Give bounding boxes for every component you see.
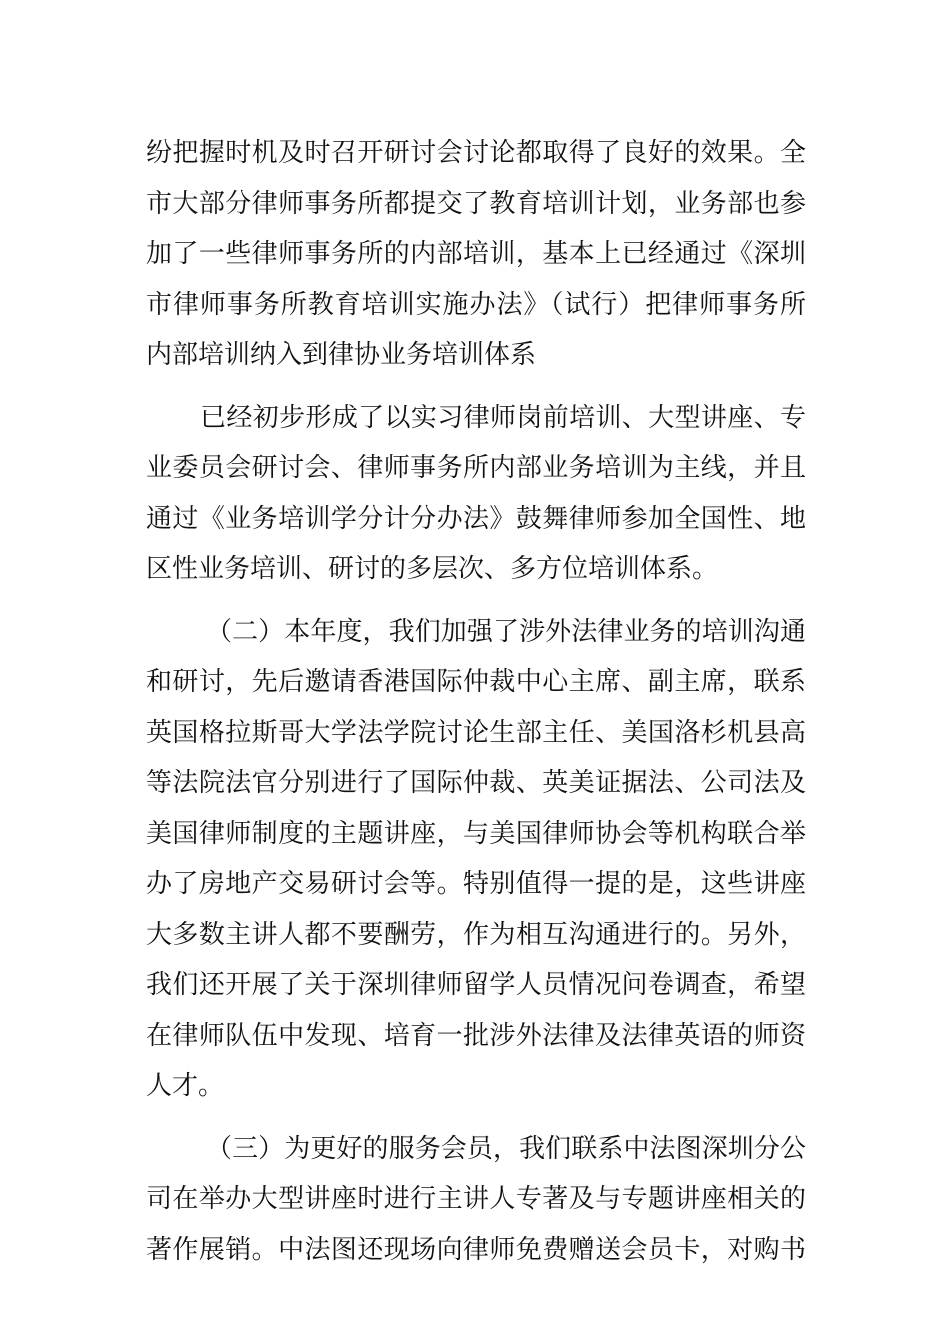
text-line: 著作展销。中法图还现场向律师免费赠送会员卡，对购书	[146, 1234, 806, 1265]
paragraph-3	[146, 607, 806, 1112]
text-line: 等法院法官分别进行了国际仲裁、英美证据法、公司法及	[146, 768, 806, 798]
text-line: （二）本年度，我们加强了涉外法律业务的培训沟通	[206, 616, 806, 647]
text-line: 我们还开展了关于深圳律师留学人员情况问卷调查，希望	[146, 970, 806, 1000]
text-line: 业委员会研讨会、律师事务所内部业务培训为主线，并且	[146, 453, 806, 483]
text-line: 区性业务培训、研讨的多层次、多方位培训体系。	[146, 554, 719, 584]
text-line: 加了一些律师事务所的内部培训，基本上已经通过《深圳	[146, 239, 806, 269]
text-line: 市律师事务所教育培训实施办法》（试行）把律师事务所	[146, 289, 806, 320]
text-line: 司在举办大型讲座时进行主讲人专著及与专题讲座相关的	[146, 1184, 806, 1214]
text-line: 大多数主讲人都不要酬劳，作为相互沟通进行的。另外，	[146, 919, 806, 950]
text-line: 内部培训纳入到律协业务培训体系	[146, 340, 537, 370]
document-body	[146, 128, 806, 1275]
text-line: 和研讨，先后邀请香港国际仲裁中心主席、副主席，联系	[146, 667, 806, 697]
text-line: 市大部分律师事务所都提交了教育培训计划，业务部也参	[146, 188, 806, 219]
text-line: （三）为更好的服务会员，我们联系中法图深圳分公	[206, 1133, 806, 1164]
paragraph-4	[146, 1124, 806, 1276]
text-line: 纷把握时机及时召开研讨会讨论都取得了良好的效果。全	[146, 138, 806, 168]
text-line: 英国格拉斯哥大学法学院讨论生部主任、美国洛杉机县高	[146, 717, 806, 748]
paragraph-2	[146, 393, 806, 595]
text-line: 通过《业务培训学分计分办法》鼓舞律师参加全国性、地	[146, 503, 806, 534]
text-line: 已经初步形成了以实习律师岗前培训、大型讲座、专	[200, 402, 806, 433]
text-line: 人才。	[146, 1071, 225, 1101]
text-line: 在律师队伍中发现、培育一批涉外法律及法律英语的师资	[146, 1020, 806, 1051]
text-line: 美国律师制度的主题讲座，与美国律师协会等机构联合举	[146, 818, 806, 849]
text-line: 办了房地产交易研讨会等。特别值得一提的是，这些讲座	[146, 869, 806, 899]
paragraph-1	[146, 128, 806, 381]
